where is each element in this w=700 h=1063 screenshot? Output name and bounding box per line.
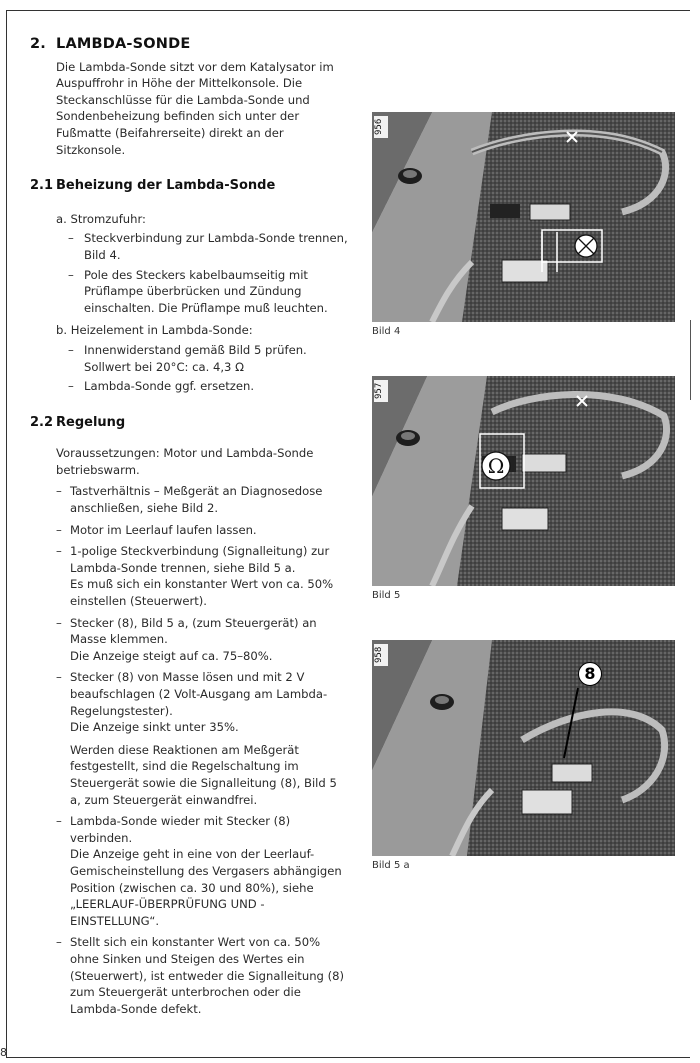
list-item xyxy=(56,934,350,1017)
figure-caption: Bild 5 a xyxy=(372,860,410,871)
photo-bild-5 xyxy=(372,376,675,586)
subsection-body xyxy=(56,445,350,1017)
connector-photo-5 xyxy=(372,376,675,586)
section-title: LAMBDA-SONDE xyxy=(56,36,191,52)
list-item xyxy=(56,522,350,539)
photo-bild-5a xyxy=(372,640,675,856)
subsection-title: Beheizung der Lambda-Sonde xyxy=(56,178,276,194)
margin-line xyxy=(690,320,691,400)
svg-text:Ω: Ω xyxy=(487,454,505,478)
group-b xyxy=(56,322,350,394)
list-item-followup: Werden diese Reaktionen am Meßgerät festgestellt, sind die Regelschaltung im Steuergerät sowie die Signalleitung (8), Bild 5 a, zum Steuergerät einwandfrei. xyxy=(70,742,337,807)
subsection-number: 2.1 xyxy=(30,178,54,194)
subsection-2-2 xyxy=(30,415,350,1018)
list-item-note: Die Anzeige sinkt unter 35%. xyxy=(70,720,239,735)
section-heading xyxy=(30,36,350,53)
figure-code: 957 xyxy=(374,380,388,402)
list-item-note: Es muß sich ein konstanter Wert von ca. 50% einstellen (Steuerwert). xyxy=(70,577,334,609)
figure-bild-5a xyxy=(372,640,675,871)
list-item-text: Stecker (8), Bild 5 a, (zum Steuergerät) an Masse klemmen. xyxy=(70,615,317,647)
list-item: – Pole des Steckers kabelbaumseitig mit Prüflampe überbrücken und Zündung einschalten. Die Prüflampe muß leuchten. xyxy=(66,267,350,317)
group-b-list xyxy=(66,342,350,395)
prerequisites: Voraussetzungen: Motor und Lambda-Sonde betriebswarm. xyxy=(56,446,314,477)
group-a-label: a. Stromzufuhr: xyxy=(56,211,146,226)
list-item xyxy=(56,483,350,516)
list-item-text: Stecker (8) von Masse lösen und mit 2 V beaufschlagen (2 Volt-Ausgang am Lambda-Regelungstester). xyxy=(70,670,328,718)
figure-caption: Bild 4 xyxy=(372,326,401,337)
connector-photo-5a xyxy=(372,640,675,856)
subsection-title: Regelung xyxy=(56,414,126,430)
subsection-heading-2-1 xyxy=(30,178,350,195)
list-item-text: Lambda-Sonde wieder mit Stecker (8) verbinden. xyxy=(70,814,291,845)
list-item xyxy=(56,813,350,929)
page-number: 8 xyxy=(0,1046,7,1059)
list-item-note: Die Anzeige geht in eine von der Leerlauf-Gemischeinstellung des Vergasers abhängigen Position (zwischen ca. 30 und 80%), siehe „LEERLAUF-ÜBERPRÜFUNG UND -EINSTELLUNG“. xyxy=(70,847,342,928)
list-item-text: Tastverhältnis – Meßgerät an Diagnosedose anschließen, siehe Bild 2. xyxy=(70,484,323,516)
text-column xyxy=(30,36,350,1017)
list-item-text: 1-polige Steckverbindung (Signalleitung) zur Lambda-Sonde trennen, siehe Bild 5 a. xyxy=(70,544,330,575)
section-intro: Die Lambda-Sonde sitzt vor dem Katalysator im Auspuffrohr in Höhe der Mittelkonsole. Die Steckanschlüsse für die Lambda-Sonde und Sondenbeheizung befinden sich unter der Fußmatte (Beifahrerseite) direkt an der Sitzkonsole. xyxy=(56,59,334,157)
section-number: 2. xyxy=(30,36,46,52)
list-item-text: Stellt sich ein konstanter Wert von ca. 50% ohne Sinken und Steigen des Wertes ein (Steuerwert), ist entweder die Signalleitung (8) zum Steuergerät unterbrochen oder die Lambda-Sonde defekt. xyxy=(70,935,345,1016)
list-item xyxy=(56,669,350,808)
subsection-heading-2-2 xyxy=(30,415,350,432)
figure-bild-4 xyxy=(372,112,675,337)
list-item-note: Die Anzeige steigt auf ca. 75–80%. xyxy=(70,648,273,663)
figure-bild-5 xyxy=(372,376,675,601)
photo-bild-4 xyxy=(372,112,675,322)
subsection-2-1 xyxy=(30,178,350,395)
list-item: – Steckverbindung zur Lambda-Sonde trennen, Bild 4. xyxy=(66,230,350,263)
group-a-list xyxy=(66,230,350,316)
figure-code: 958 xyxy=(374,644,388,666)
callout-8: 8 xyxy=(578,662,602,686)
list-item: – Lambda-Sonde ggf. ersetzen. xyxy=(66,378,350,395)
group-b-label: b. Heizelement in Lambda-Sonde: xyxy=(56,323,253,338)
list-item xyxy=(56,543,350,609)
figure-caption: Bild 5 xyxy=(372,590,401,601)
figure-code: 956 xyxy=(374,116,388,138)
regelung-list xyxy=(56,483,350,1017)
list-item xyxy=(56,615,350,665)
subsection-number: 2.2 xyxy=(30,414,54,430)
list-item: – Innenwiderstand gemäß Bild 5 prüfen. Sollwert bei 20°C: ca. 4,3 Ω xyxy=(66,342,350,375)
list-item-text: Motor im Leerlauf laufen lassen. xyxy=(70,522,257,537)
connector-photo-4 xyxy=(372,112,675,322)
group-a xyxy=(56,211,350,317)
